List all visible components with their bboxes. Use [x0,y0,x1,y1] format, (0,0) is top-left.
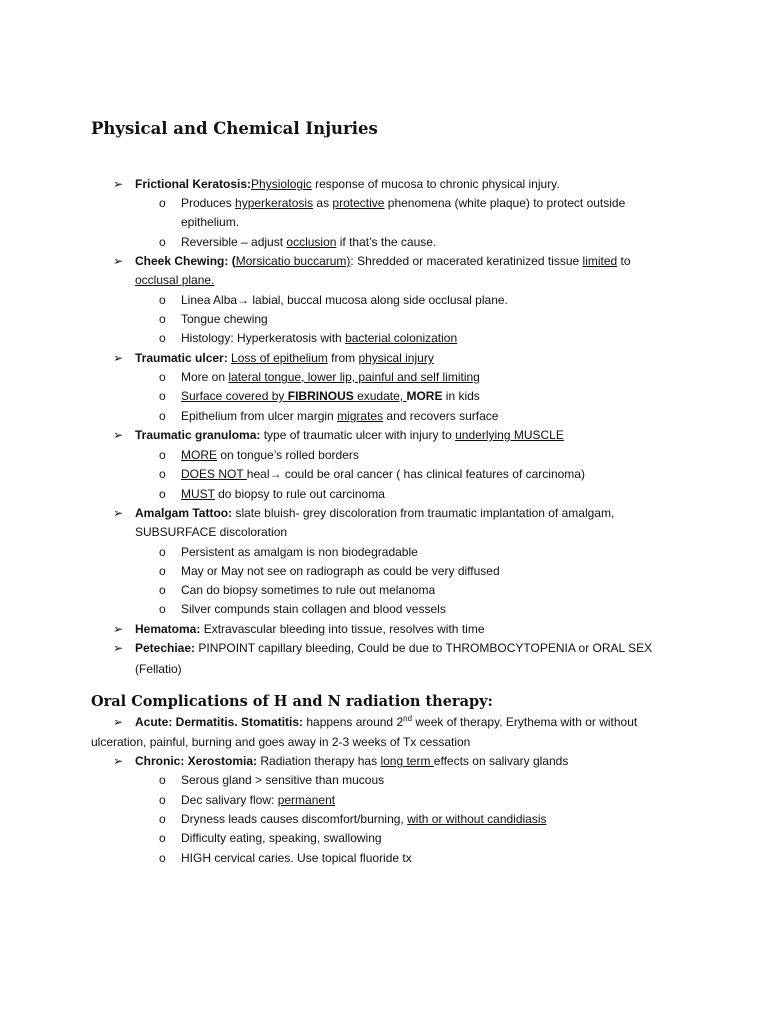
list-item-petechiae-cont: (Fellatio) [135,662,182,676]
circle-bullet-icon: o [159,851,166,865]
circle-bullet-icon: o [159,467,166,481]
circle-bullet-icon: o [159,564,166,578]
arrow-bullet-icon: ➢ [113,641,124,655]
sub-item-produces-cont: epithelium. [181,215,240,229]
list-item-amalgam-tattoo: Amalgam Tattoo: slate bluish- grey discoloration from traumatic implantation of amalgam, [135,506,615,520]
circle-bullet-icon: o [159,293,166,307]
sub-item-does-not-heal: DOES NOT heal→ could be oral cancer ( has clinical features of carcinoma) [181,467,585,481]
sub-item-reversible: Reversible – adjust occlusion if that’s the cause. [181,235,437,249]
sub-item-dec-salivary: Dec salivary flow: permanent [181,793,336,807]
sub-item-epithelium: Epithelium from ulcer margin migrates and recovers surface [181,409,499,423]
page-title: Physical and Chemical Injuries [91,119,378,138]
list-item-traumatic-ulcer: Traumatic ulcer: Loss of epithelium from physical injury [135,351,434,365]
arrow-bullet-icon: ➢ [113,351,124,365]
sub-item-more-on: More on lateral tongue, lower lip, painful and self limiting [181,370,480,384]
circle-bullet-icon: o [159,235,166,249]
circle-bullet-icon: o [159,812,166,826]
list-item-hematoma: Hematoma: Extravascular bleeding into tissue, resolves with time [135,622,485,636]
arrow-bullet-icon: ➢ [113,754,124,768]
sub-item-surface-covered: Surface covered by FIBRINOUS exudate, MORE in kids [181,389,480,403]
circle-bullet-icon: o [159,409,166,423]
circle-bullet-icon: o [159,370,166,384]
list-item-frictional-keratosis: Frictional Keratosis:Physiologic response of mucosa to chronic physical injury. [135,177,560,191]
arrow-bullet-icon: ➢ [113,715,124,729]
list-item-cheek-chewing-cont: occlusal plane. [135,273,215,287]
sub-item-must-biopsy: MUST do biopsy to rule out carcinoma [181,487,385,501]
sub-item-dryness: Dryness leads causes discomfort/burning, with or without candidiasis [181,812,547,826]
sub-item-radiograph: May or May not see on radiograph as could be very diffused [181,564,500,578]
circle-bullet-icon: o [159,196,166,210]
sub-item-more-rolled: MORE on tongue’s rolled borders [181,448,359,462]
circle-bullet-icon: o [159,793,166,807]
sub-item-produces: Produces hyperkeratosis as protective phenomena (white plaque) to protect outside [181,196,626,210]
list-item-cheek-chewing: Cheek Chewing: (Morsicatio buccarum): Shredded or macerated keratinized tissue limited to [135,254,631,268]
list-item-traumatic-granuloma: Traumatic granuloma: type of traumatic ulcer with injury to underlying MUSCLE [135,428,564,442]
sub-item-biopsy-melanoma: Can do biopsy sometimes to rule out melanoma [181,583,436,597]
circle-bullet-icon: o [159,487,166,501]
list-item-acute: Acute: Dermatitis. Stomatitis: happens around 2nd week of therapy. Erythema with or without [135,714,638,729]
circle-bullet-icon: o [159,389,166,403]
arrow-bullet-icon: ➢ [113,428,124,442]
list-item-petechiae: Petechiae: PINPOINT capillary bleeding, Could be due to THROMBOCYTOPENIA or ORAL SEX [135,641,653,655]
sub-item-tongue-chewing: Tongue chewing [181,312,268,326]
sub-item-histology: Histology: Hyperkeratosis with bacterial colonization [181,331,458,345]
circle-bullet-icon: o [159,331,166,345]
arrow-bullet-icon: ➢ [113,622,124,636]
circle-bullet-icon: o [159,773,166,787]
arrow-bullet-icon: ➢ [113,177,124,191]
list-item-acute-cont: ulceration, painful, burning and goes away in 2-3 weeks of Tx cessation [91,735,471,749]
sub-item-silver-compounds: Silver compunds stain collagen and blood vessels [181,602,446,616]
section-heading-radiation: Oral Complications of H and N radiation therapy: [91,693,493,710]
list-item-chronic: Chronic: Xerostomia: Radiation therapy has long term effects on salivary glands [135,754,569,768]
arrow-bullet-icon: ➢ [113,254,124,268]
circle-bullet-icon: o [159,448,166,462]
sub-item-persistent: Persistent as amalgam is non biodegradable [181,545,418,559]
list-item-amalgam-tattoo-cont: SUBSURFACE discoloration [135,525,288,539]
circle-bullet-icon: o [159,312,166,326]
sub-item-cervical-caries: HIGH cervical caries. Use topical fluoride tx [181,851,412,865]
circle-bullet-icon: o [159,583,166,597]
sub-item-serous-gland: Serous gland > sensitive than mucous [181,773,385,787]
circle-bullet-icon: o [159,545,166,559]
circle-bullet-icon: o [159,602,166,616]
sub-item-difficulty: Difficulty eating, speaking, swallowing [181,831,382,845]
sub-item-linea-alba: Linea Alba→ labial, buccal mucosa along side occlusal plane. [181,293,508,307]
circle-bullet-icon: o [159,831,166,845]
arrow-bullet-icon: ➢ [113,506,124,520]
